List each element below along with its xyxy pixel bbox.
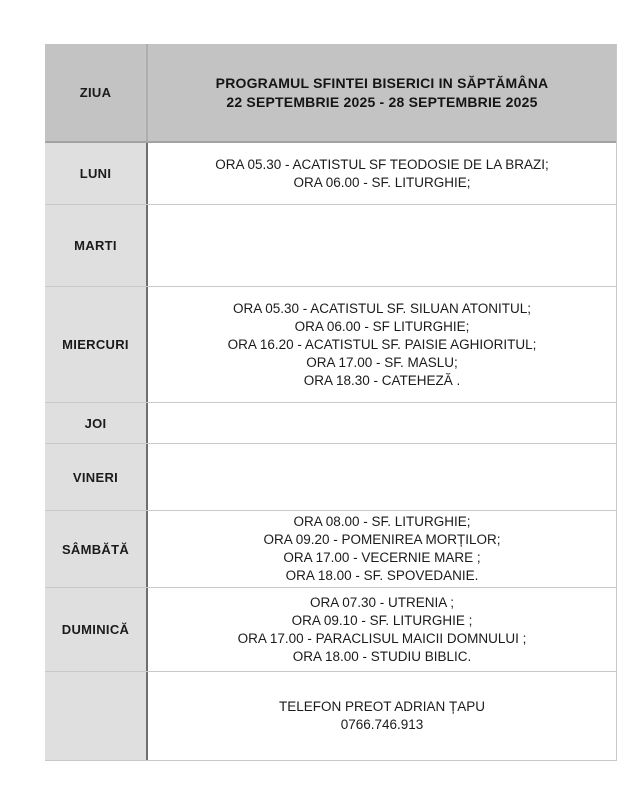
schedule-line: ORA 17.00 - VECERNIE MARE ; (283, 550, 481, 565)
schedule-cell (148, 511, 616, 587)
day-label: LUNI (79, 166, 112, 181)
schedule-line: ORA 06.00 - SF. LITURGHIE; (293, 174, 471, 190)
schedule-line: ORA 18.00 - STUDIU BIBLIC. (292, 648, 472, 664)
table-title-line1: PROGRAMUL SFINTEI BISERICI IN SĂPTĂMÂNA (215, 74, 549, 91)
schedule-line: ORA 16.20 - ACATISTUL SF. PAISIE AGHIORITUL; (227, 336, 537, 352)
schedule-cell (148, 403, 616, 443)
schedule-line: ORA 18.00 - SF. SPOVEDANIE. (285, 568, 479, 583)
day-label: JOI (84, 415, 107, 431)
header-title-cell (148, 44, 616, 141)
day-cell (45, 287, 148, 402)
day-cell (45, 444, 148, 510)
day-cell (45, 205, 148, 286)
schedule-line: 0766.746.913 (340, 717, 424, 732)
schedule-cell (148, 444, 616, 510)
day-label: MIERCURI (62, 337, 129, 352)
day-label: MARTI (74, 238, 117, 253)
schedule-body (45, 143, 616, 761)
schedule-line: ORA 18.30 - CATEHEZĂ . (303, 372, 461, 388)
table-row (45, 287, 616, 403)
table-row (45, 205, 616, 287)
schedule-line: ORA 09.20 - POMENIREA MORȚILOR; (263, 532, 501, 547)
table-row (45, 444, 616, 511)
schedule-line: ORA 06.00 - SF LITURGHIE; (294, 318, 470, 334)
table-row (45, 403, 616, 444)
schedule-line: ORA 17.00 - SF. MASLU; (306, 354, 458, 370)
day-cell (45, 403, 148, 443)
schedule-cell (148, 287, 616, 402)
schedule-line: TELEFON PREOT ADRIAN ȚAPU (278, 699, 486, 714)
table-title-line2: 22 SEPTEMBRIE 2025 - 28 SEPTEMBRIE 2025 (226, 93, 538, 110)
table-row (45, 511, 616, 588)
schedule-cell (148, 672, 616, 760)
day-cell (45, 143, 148, 204)
table-row (45, 672, 616, 761)
schedule-line: ORA 17.00 - PARACLISUL MAICII DOMNULUI ; (237, 630, 527, 646)
day-label: VINERI (72, 469, 119, 485)
header-day-cell (45, 44, 148, 141)
day-label: SÂMBĂTĂ (61, 541, 130, 557)
schedule-line: ORA 07.30 - UTRENIA ; (309, 594, 455, 610)
schedule-table (45, 44, 617, 761)
day-cell (45, 511, 148, 587)
table-row (45, 143, 616, 205)
schedule-line: ORA 09.10 - SF. LITURGHIE ; (291, 612, 473, 628)
table-row (45, 588, 616, 672)
day-label: DUMINICĂ (61, 622, 130, 637)
schedule-cell (148, 143, 616, 204)
schedule-cell (148, 205, 616, 286)
header-row (45, 44, 616, 143)
day-cell (45, 672, 148, 760)
schedule-cell (148, 588, 616, 671)
schedule-line: ORA 08.00 - SF. LITURGHIE; (293, 514, 471, 529)
schedule-line: ORA 05.30 - ACATISTUL SF TEODOSIE DE LA BRAZI; (215, 156, 549, 172)
day-column-header-label: ZIUA (79, 85, 112, 100)
day-cell (45, 588, 148, 671)
schedule-line: ORA 05.30 - ACATISTUL SF. SILUAN ATONITUL; (232, 300, 532, 316)
